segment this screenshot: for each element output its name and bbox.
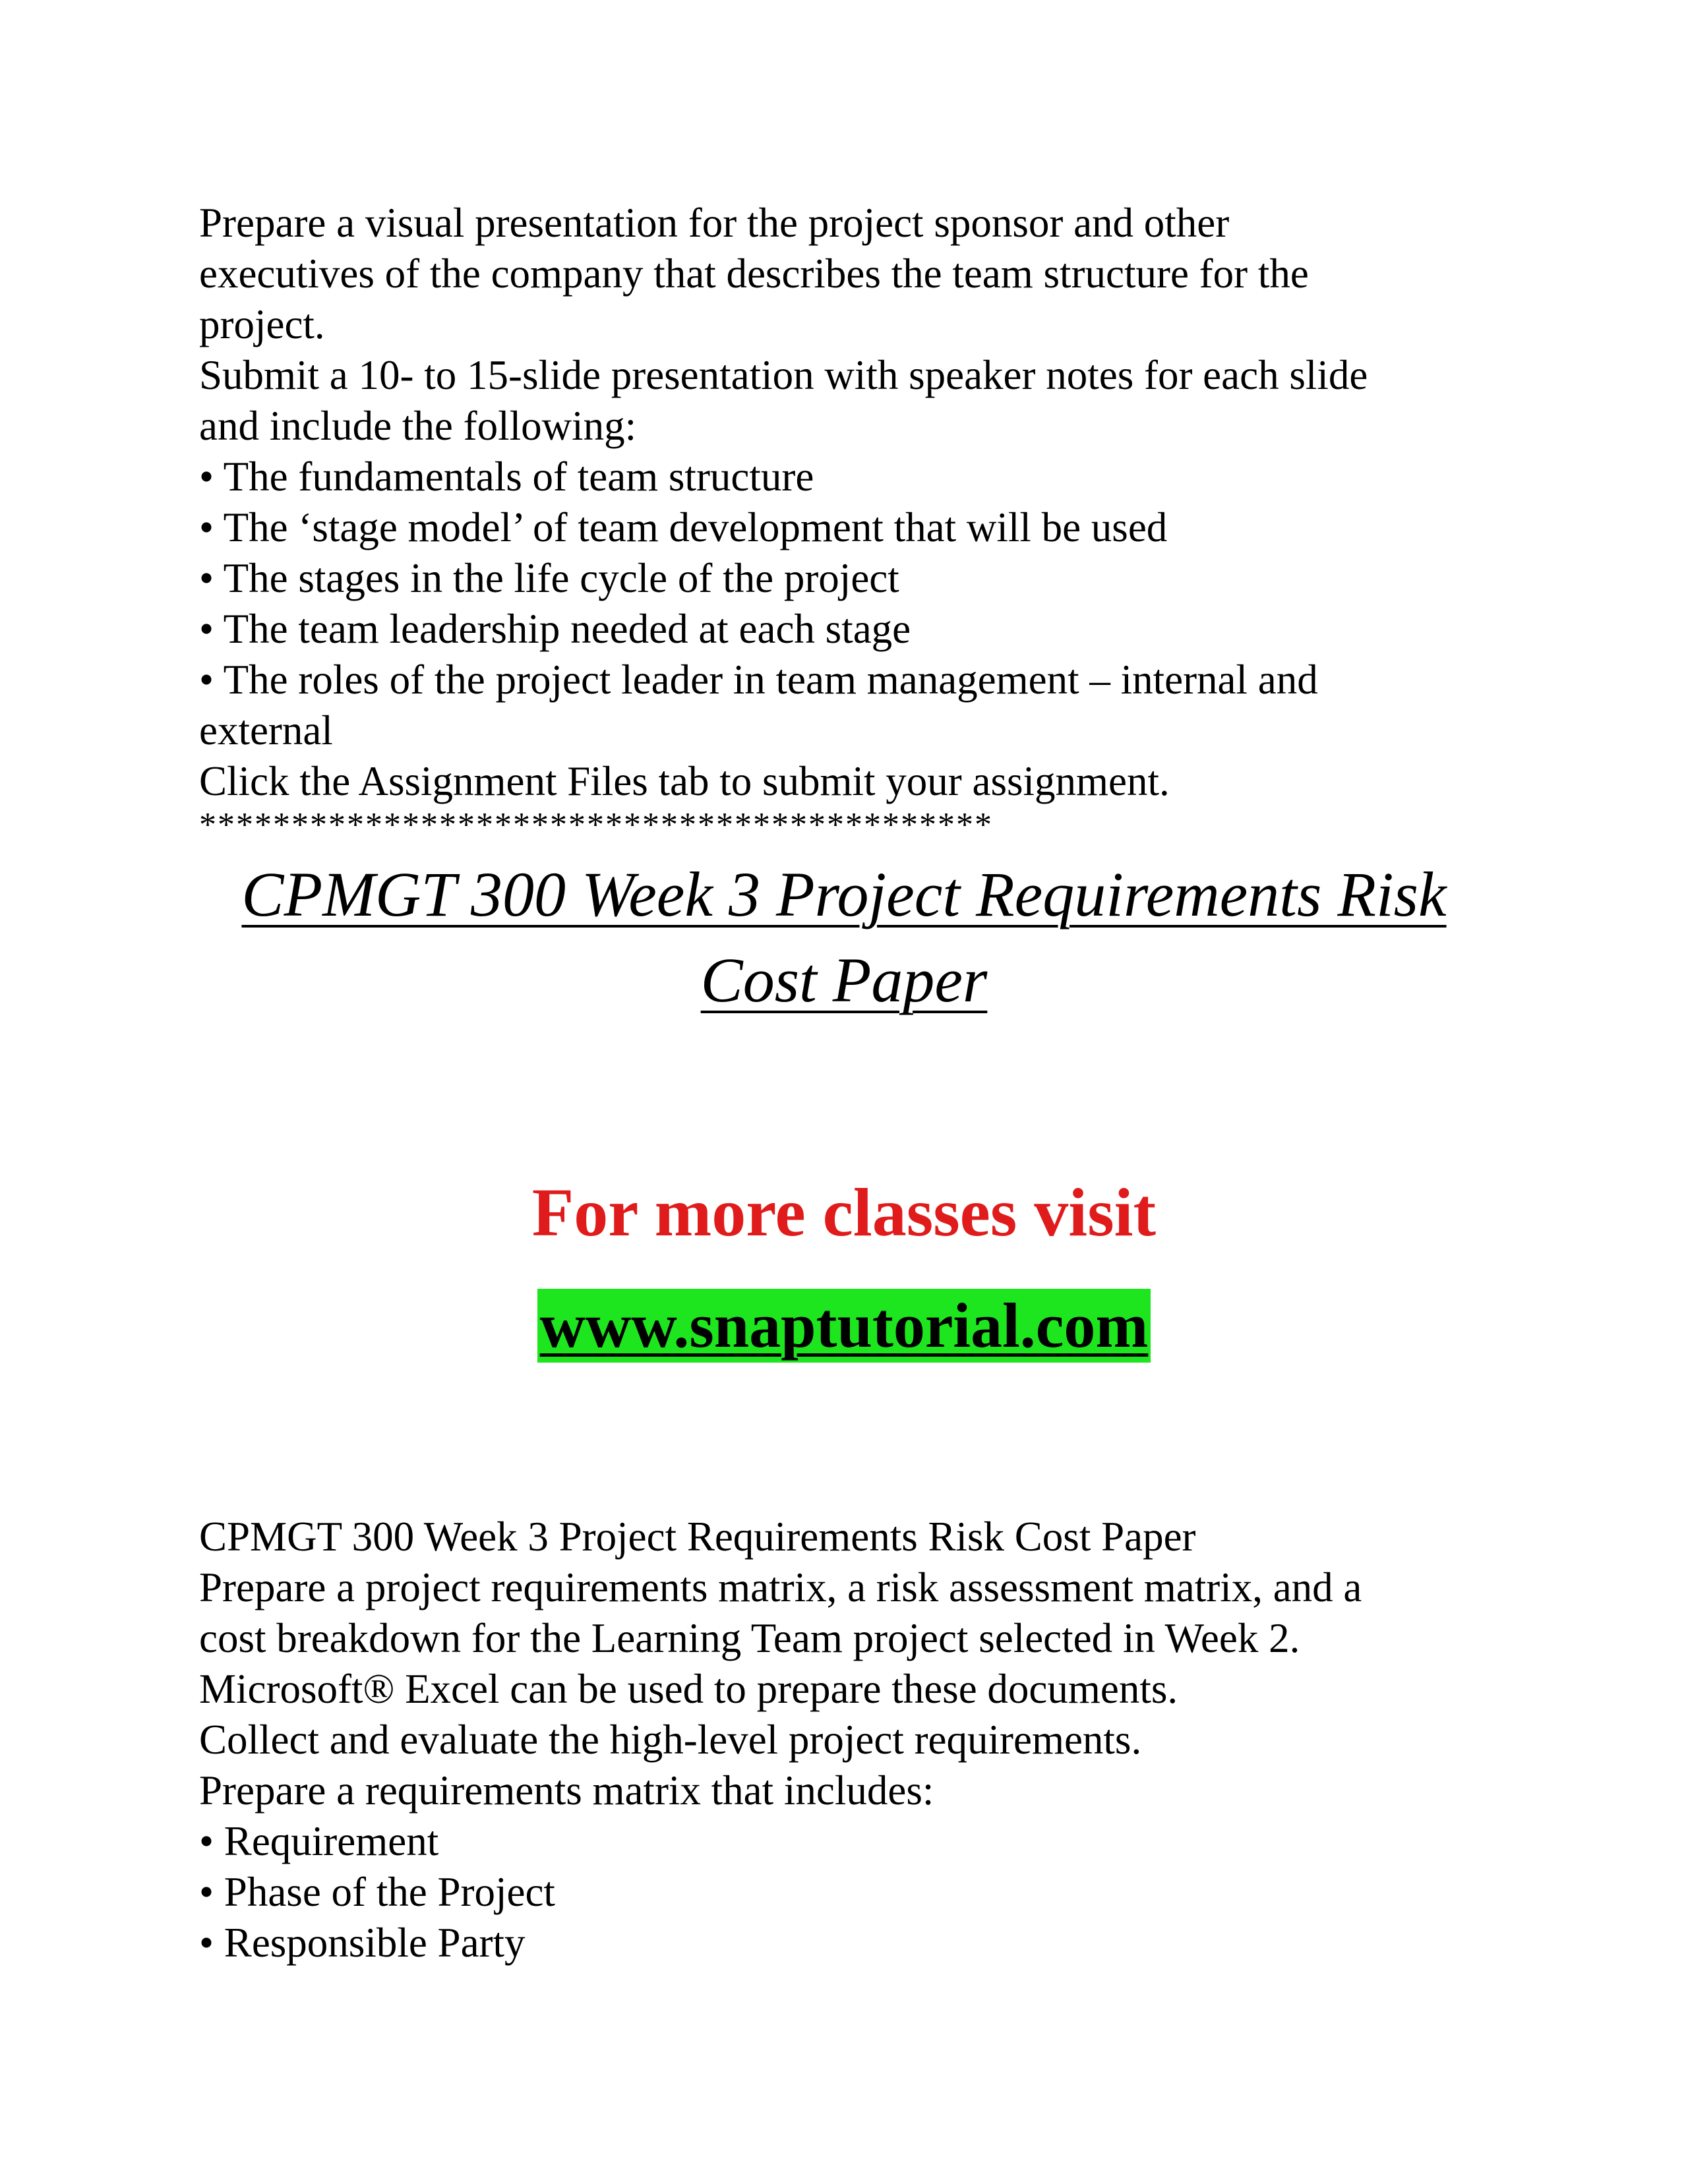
intro-line: external bbox=[199, 707, 333, 753]
bullet-item: • The team leadership needed at each stage bbox=[199, 606, 911, 652]
intro-line: Submit a 10- to 15-slide presentation with speaker notes for each slide bbox=[199, 352, 1368, 398]
intro-line: project. bbox=[199, 301, 325, 347]
separator-stars: ******************************************* bbox=[199, 806, 993, 844]
body-line: Prepare a project requirements matrix, a risk assessment matrix, and a bbox=[199, 1564, 1362, 1610]
bullet-item: • Requirement bbox=[199, 1818, 439, 1864]
section-heading-line-1[interactable]: CPMGT 300 Week 3 Project Requirements Risk bbox=[241, 859, 1447, 930]
body-line: Prepare a requirements matrix that includes: bbox=[199, 1767, 934, 1814]
body-line: CPMGT 300 Week 3 Project Requirements Risk Cost Paper bbox=[199, 1514, 1196, 1560]
intro-line: Prepare a visual presentation for the project sponsor and other bbox=[199, 200, 1230, 246]
body-line: cost breakdown for the Learning Team project selected in Week 2. bbox=[199, 1615, 1300, 1661]
intro-line: executives of the company that describes the team structure for the bbox=[199, 251, 1309, 297]
bullet-item: • Responsible Party bbox=[199, 1920, 526, 1966]
section-heading-line-2[interactable]: Cost Paper bbox=[700, 945, 988, 1015]
bullet-item: • The stages in the life cycle of the project bbox=[199, 555, 899, 601]
bullet-item: • The fundamentals of team structure bbox=[199, 454, 814, 500]
body-line: Microsoft® Excel can be used to prepare these documents. bbox=[199, 1666, 1178, 1712]
body-line: Collect and evaluate the high-level project requirements. bbox=[199, 1717, 1142, 1763]
intro-text-block bbox=[199, 198, 1518, 844]
bullet-item: • Phase of the Project bbox=[199, 1869, 555, 1915]
bullet-item: • The roles of the project leader in team management – internal and bbox=[199, 657, 1318, 703]
promo-text: For more classes visit bbox=[531, 1175, 1157, 1251]
intro-line: Click the Assignment Files tab to submit your assignment. bbox=[199, 758, 1170, 804]
bullet-item: • The ‘stage model’ of team development that will be used bbox=[199, 504, 1168, 550]
promo-link-wrapper bbox=[185, 1289, 1503, 1363]
intro-line: and include the following: bbox=[199, 403, 637, 449]
website-link[interactable]: www.snaptutorial.com bbox=[537, 1289, 1151, 1363]
body-text-block bbox=[199, 1512, 1518, 1968]
